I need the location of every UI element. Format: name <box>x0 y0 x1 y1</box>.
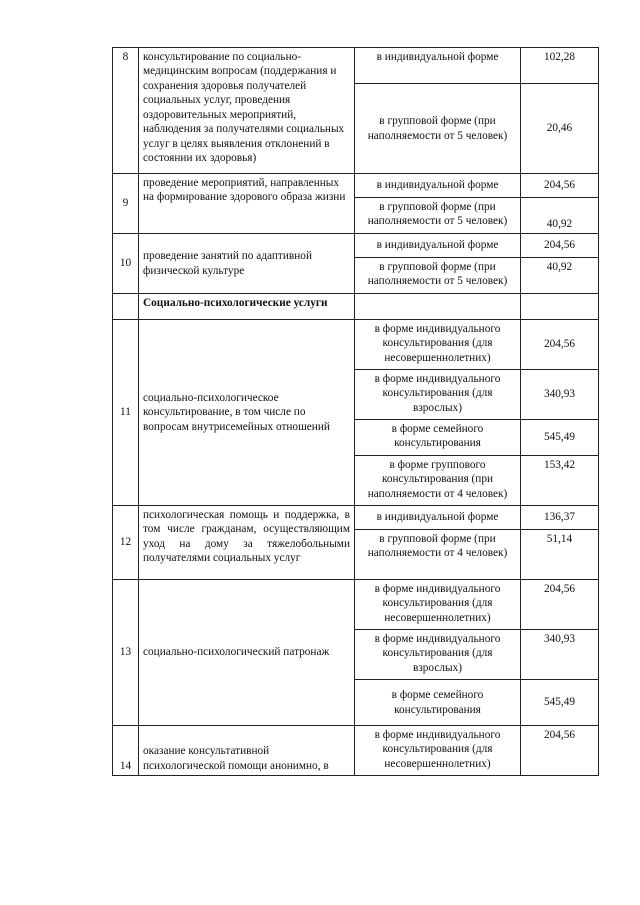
table-row <box>113 320 599 370</box>
table-row <box>113 580 599 630</box>
service-form: в форме семейного консультирования <box>355 680 521 726</box>
table-row <box>113 726 599 776</box>
service-form: в групповой форме (при наполняемости от 4 человек) <box>355 530 521 580</box>
services-table <box>112 47 599 776</box>
service-price: 153,42 <box>521 456 599 506</box>
service-name: социально-психологическое консультирование, в том числе по вопросам внутрисемейных отношений <box>139 320 355 506</box>
row-number: 9 <box>113 174 139 234</box>
service-name: проведение занятий по адаптивной физической культуре <box>139 234 355 294</box>
service-price: 340,93 <box>521 370 599 420</box>
section-num-cell <box>113 294 139 320</box>
service-name: проведение мероприятий, направленных на формирование здорового образа жизни <box>139 174 355 234</box>
service-price: 204,56 <box>521 726 599 776</box>
service-name: социально-психологический патронаж <box>139 580 355 726</box>
service-name: оказание консультативной психологической помощи анонимно, в <box>139 726 355 776</box>
table-row <box>113 234 599 258</box>
section-title: Социально-психологические услуги <box>139 294 355 320</box>
service-price: 204,56 <box>521 234 599 258</box>
service-form: в индивидуальной форме <box>355 234 521 258</box>
service-form: в индивидуальной форме <box>355 48 521 84</box>
row-number: 14 <box>113 726 139 776</box>
row-number: 10 <box>113 234 139 294</box>
service-price: 40,92 <box>521 258 599 294</box>
service-price: 102,28 <box>521 48 599 84</box>
service-price: 204,56 <box>521 580 599 630</box>
service-form: в форме семейного консультирования <box>355 420 521 456</box>
service-price: 340,93 <box>521 630 599 680</box>
row-number: 8 <box>113 48 139 174</box>
service-price: 136,37 <box>521 506 599 530</box>
section-empty-cell <box>521 294 599 320</box>
service-form: в форме индивидуального консультирования (для несовершеннолетних) <box>355 726 521 776</box>
service-form: в индивидуальной форме <box>355 174 521 198</box>
service-price: 545,49 <box>521 680 599 726</box>
service-price: 204,56 <box>521 320 599 370</box>
service-price: 51,14 <box>521 530 599 580</box>
service-form: в индивидуальной форме <box>355 506 521 530</box>
row-number: 11 <box>113 320 139 506</box>
service-form: в форме индивидуального консультирования (для несовершеннолетних) <box>355 580 521 630</box>
table-row <box>113 174 599 198</box>
section-row <box>113 294 599 320</box>
service-form: в форме индивидуального консультирования (для несовершеннолетних) <box>355 320 521 370</box>
service-form: в форме индивидуального консультирования (для взрослых) <box>355 370 521 420</box>
table-row <box>113 506 599 530</box>
service-form: в форме индивидуального консультирования (для взрослых) <box>355 630 521 680</box>
service-form: в форме группового консультирования (при наполняемости от 4 человек) <box>355 456 521 506</box>
service-form: в групповой форме (при наполняемости от 5 человек) <box>355 198 521 234</box>
service-name: консультирование по социально-медицинским вопросам (поддержания и сохранения здоровья получателей социальных услуг, проведения оздоровительных мероприятий, наблюдения за получателями социальных услуг в целях выявления отклонений в состоянии их здоровья) <box>139 48 355 174</box>
section-empty-cell <box>355 294 521 320</box>
service-price: 545,49 <box>521 420 599 456</box>
service-price: 40,92 <box>521 198 599 234</box>
service-price: 204,56 <box>521 174 599 198</box>
row-number: 12 <box>113 506 139 580</box>
service-form: в групповой форме (при наполняемости от 5 человек) <box>355 258 521 294</box>
service-price: 20,46 <box>521 84 599 174</box>
table-row <box>113 48 599 84</box>
service-form: в групповой форме (при наполняемости от 5 человек) <box>355 84 521 174</box>
service-name: психологическая помощь и поддержка, в том числе гражданам, осуществляющим уход на дому за тяжелобольными получателями социальных услуг <box>139 506 355 580</box>
row-number: 13 <box>113 580 139 726</box>
